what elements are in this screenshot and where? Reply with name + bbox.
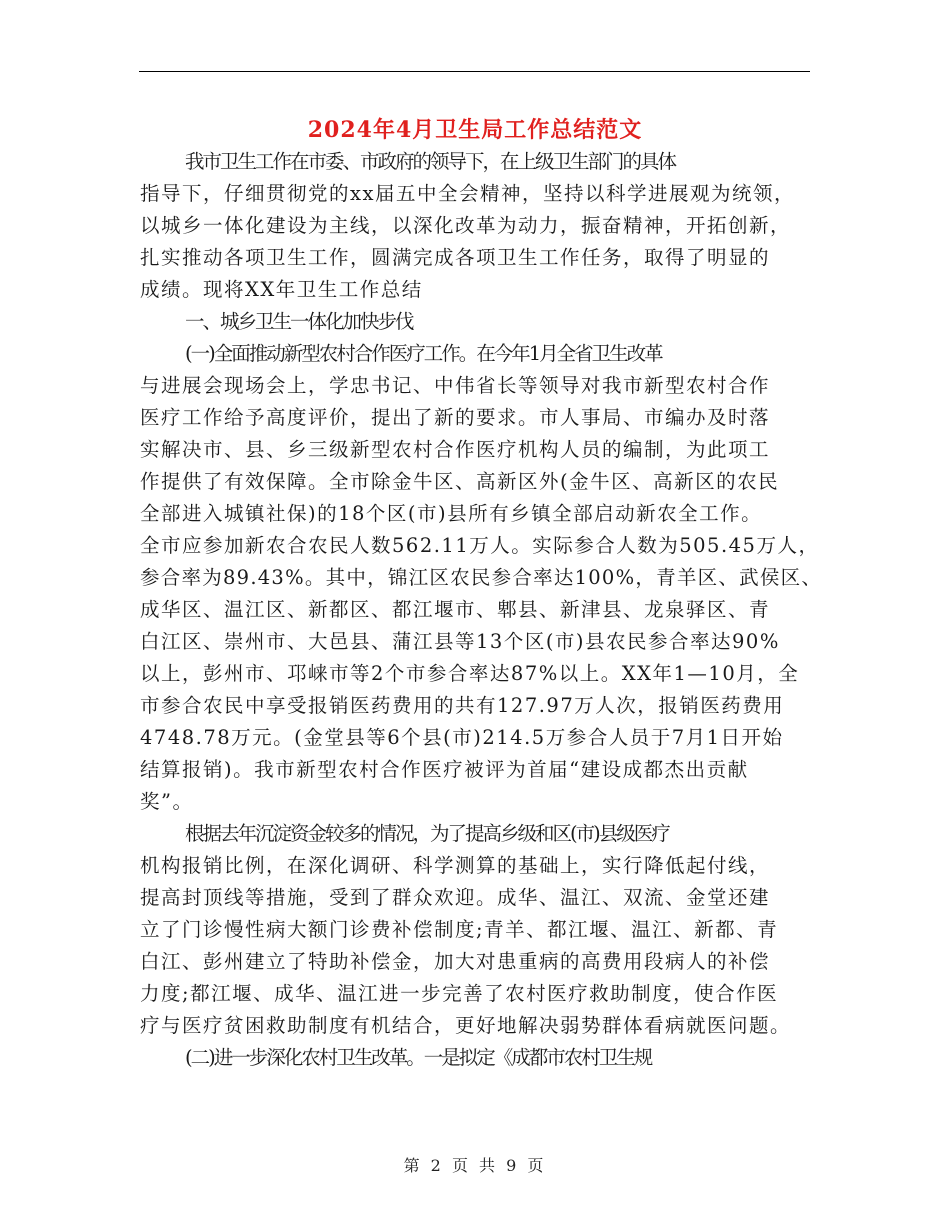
body-line: 白江、彭州建立了特助补偿金，加大对患重病的高费用段病人的补偿	[140, 950, 771, 973]
body-line: (二)进一步深化农村卫生改革。一是拟定《成都市农村卫生规	[185, 1046, 652, 1069]
body-line: 成绩。现将XX年卫生工作总结	[140, 278, 423, 301]
page-number: 第 2 页 共 9 页	[403, 1156, 547, 1175]
body-line: 提高封顶线等措施，受到了群众欢迎。成华、温江、双流、金堂还建	[140, 886, 771, 909]
body-line: 立了门诊慢性病大额门诊费补偿制度;青羊、都江堰、温江、新都、青	[140, 918, 779, 941]
body-line: (一)全面推动新型农村合作医疗工作。在今年1月全省卫生改革	[185, 342, 662, 365]
document-title: 2024年4月卫生局工作总结范文	[307, 117, 643, 143]
body-line: 成华区、温江区、新都区、都江堰市、郫县、新津县、龙泉驿区、青	[140, 598, 771, 621]
body-line: 全部进入城镇社保)的18个区(市)县所有乡镇全部启动新农全工作。	[140, 502, 763, 525]
section-heading: 一、城乡卫生一体化加快步伐	[185, 310, 413, 333]
body-line: 全市应参加新农合农民人数562.11万人。实际参合人数为505.45万人，	[140, 534, 820, 557]
body-line: 机构报销比例，在深化调研、科学测算的基础上，实行降低起付线，	[140, 854, 771, 877]
body-line: 我市卫生工作在市委、市政府的领导下，在上级卫生部门的具体	[185, 150, 676, 173]
body-line: 根据去年沉淀资金较多的情况，为了提高乡级和区(市)县级医疗	[185, 822, 669, 845]
body-line: 市参合农民中享受报销医药费用的共有127.97万人次，报销医药费用	[140, 694, 785, 717]
body-line: 白江区、崇州市、大邑县、蒲江县等13个区(市)县农民参合率达90%	[140, 630, 780, 653]
body-line: 参合率为89.43%。其中，锦江区农民参合率达100%，青羊区、武侯区、	[140, 566, 823, 589]
body-line: 实解决市、县、乡三级新型农村合作医疗机构人员的编制，为此项工	[140, 438, 771, 461]
body-line: 疗与医疗贫困救助制度有机结合，更好地解决弱势群体看病就医问题。	[140, 1014, 792, 1037]
body-line: 力度;都江堰、成华、温江进一步完善了农村医疗救助制度，使合作医	[140, 982, 779, 1005]
body-line: 指导下，仔细贯彻党的xx届五中全会精神，坚持以科学进展观为统领，	[140, 182, 795, 205]
body-line: 4748.78万元。(金堂县等6个县(市)214.5万参合人员于7月1日开始	[140, 726, 784, 749]
body-line: 与进展会现场会上，学忠书记、中伟省长等领导对我市新型农村合作	[140, 374, 771, 397]
body-line: 扎实推动各项卫生工作，圆满完成各项卫生工作任务，取得了明显的	[140, 246, 771, 269]
body-line: 以上，彭州市、邛崃市等2个市参合率达87%以上。XX年1—10月，全	[140, 662, 800, 685]
body-line: 结算报销)。我市新型农村合作医疗被评为首届“建设成都杰出贡献	[140, 758, 749, 781]
header-rule	[139, 71, 810, 72]
body-line: 奖”。	[140, 790, 194, 813]
body-line: 作提供了有效保障。全市除金牛区、高新区外(金牛区、高新区的农民	[140, 470, 780, 493]
body-line: 以城乡一体化建设为主线，以深化改革为动力，振奋精神，开拓创新，	[140, 214, 792, 237]
body-line: 医疗工作给予高度评价，提出了新的要求。市人事局、市编办及时落	[140, 406, 771, 429]
